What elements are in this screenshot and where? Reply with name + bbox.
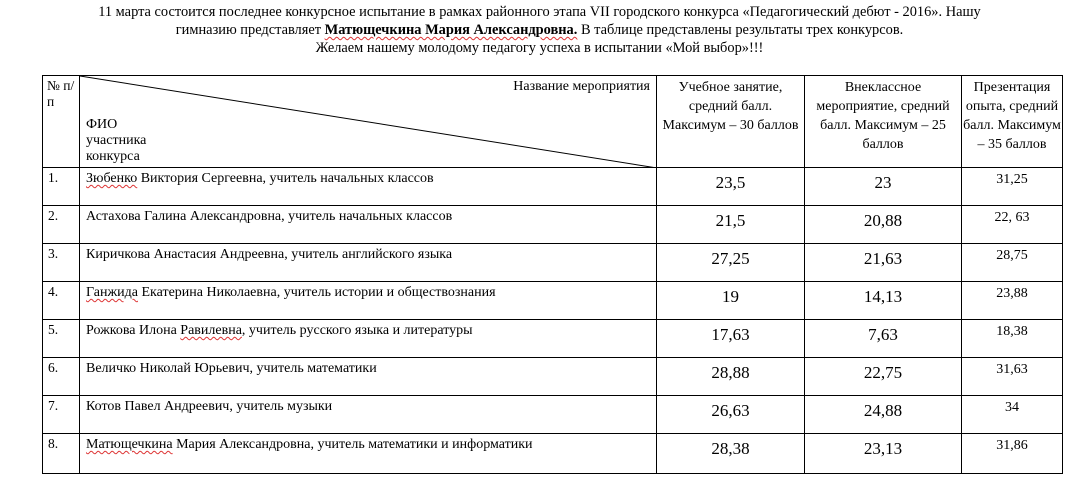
- participant-name: Котов Павел Андреевич, учитель музыки: [80, 396, 657, 434]
- row-number: 7.: [43, 396, 80, 434]
- header-participant: [86, 117, 146, 165]
- table-row: [43, 206, 1063, 244]
- extracurricular-score: 24,88: [805, 396, 962, 434]
- participant-name: [80, 320, 657, 358]
- extracurricular-score: 21,63: [805, 244, 962, 282]
- presentation-score: 31,63: [962, 358, 1063, 396]
- lesson-score: 26,63: [657, 396, 805, 434]
- participant-name-start: Рожкова Илона: [86, 323, 181, 338]
- presentation-score: 28,75: [962, 244, 1063, 282]
- extracurricular-score: 14,13: [805, 282, 962, 320]
- row-number: 8.: [43, 434, 80, 474]
- header-event-name: Название мероприятия: [513, 79, 650, 94]
- intro-line-2: [0, 21, 1079, 39]
- extracurricular-score: 23,13: [805, 434, 962, 474]
- intro-line-3: Желаем нашему молодому педагогу успеха в испытании «Мой выбор»!!!: [315, 40, 764, 56]
- presentation-score: 31,86: [962, 434, 1063, 474]
- header-presentation-score: Презентация опыта, средний балл. Максимум – 35 баллов: [962, 76, 1063, 168]
- lesson-score: 23,5: [657, 168, 805, 206]
- header-lesson-score: Учебное занятие, средний балл. Максимум – 30 баллов: [657, 76, 805, 168]
- intro-line-2-pre: гимназию представляет: [175, 22, 325, 38]
- lesson-score: 21,5: [657, 206, 805, 244]
- header-diagonal-cell: [80, 76, 657, 168]
- row-number: 6.: [43, 358, 80, 396]
- table-header-row: [43, 76, 1063, 168]
- header-fio-2: участника: [86, 133, 147, 148]
- table-row: [43, 358, 1063, 396]
- presentation-score: 22, 63: [962, 206, 1063, 244]
- participant-name: [80, 282, 657, 320]
- table-row-nominee: [43, 434, 1063, 474]
- participant-details: Мария Александровна, учитель математики и информатики: [172, 437, 533, 452]
- participant-name: Астахова Галина Александровна, учитель начальных классов: [80, 206, 657, 244]
- extracurricular-score: 23: [805, 168, 962, 206]
- participant-name: Величко Николай Юрьевич, учитель математики: [80, 358, 657, 396]
- table-row: [43, 244, 1063, 282]
- participant-name: Киричкова Анастасия Андреевна, учитель английского языка: [80, 244, 657, 282]
- presentation-score: 18,38: [962, 320, 1063, 358]
- extracurricular-score: 7,63: [805, 320, 962, 358]
- row-number: 5.: [43, 320, 80, 358]
- participant-name: [80, 168, 657, 206]
- lesson-score: 28,38: [657, 434, 805, 474]
- participant-patronymic: Равилевна: [180, 323, 242, 338]
- table-row: [43, 282, 1063, 320]
- participant-details: Екатерина Николаевна, учитель истории и обществознания: [137, 285, 496, 300]
- lesson-score: 19: [657, 282, 805, 320]
- header-fio-3: конкурса: [86, 149, 140, 164]
- row-number: 2.: [43, 206, 80, 244]
- row-number: 4.: [43, 282, 80, 320]
- lesson-score: 17,63: [657, 320, 805, 358]
- row-number: 1.: [43, 168, 80, 206]
- intro-nominee-name: Матющечкина Мария Александровна.: [324, 22, 578, 38]
- table-row: [43, 396, 1063, 434]
- presentation-score: 23,88: [962, 282, 1063, 320]
- participant-details: Виктория Сергеевна, учитель начальных классов: [137, 171, 434, 186]
- participant-surname: Зюбенко: [86, 171, 138, 186]
- presentation-score: 31,25: [962, 168, 1063, 206]
- intro-text: [0, 3, 1079, 57]
- header-number: № п/п: [43, 76, 80, 168]
- header-fio-1: ФИО: [86, 117, 118, 132]
- table-row: [43, 168, 1063, 206]
- header-extracurricular-score: Внеклассное мероприятие, средний балл. Максимум – 25 баллов: [805, 76, 962, 168]
- intro-line-1: 11 марта состоится последнее конкурсное испытание в рамках районного этапа VII городского конкурса «Педагогический дебют - 2016». Нашу: [98, 4, 981, 20]
- lesson-score: 27,25: [657, 244, 805, 282]
- participant-name: [80, 434, 657, 474]
- extracurricular-score: 20,88: [805, 206, 962, 244]
- participant-surname: Ганжида: [86, 285, 138, 300]
- table-row: [43, 320, 1063, 358]
- participant-surname: Матющечкина: [86, 437, 173, 452]
- row-number: 3.: [43, 244, 80, 282]
- presentation-score: 34: [962, 396, 1063, 434]
- extracurricular-score: 22,75: [805, 358, 962, 396]
- intro-line-2-post: В таблице представлены результаты трех конкурсов.: [577, 22, 904, 38]
- results-table: [42, 75, 1063, 474]
- lesson-score: 28,88: [657, 358, 805, 396]
- participant-details: , учитель русского языка и литературы: [241, 323, 473, 338]
